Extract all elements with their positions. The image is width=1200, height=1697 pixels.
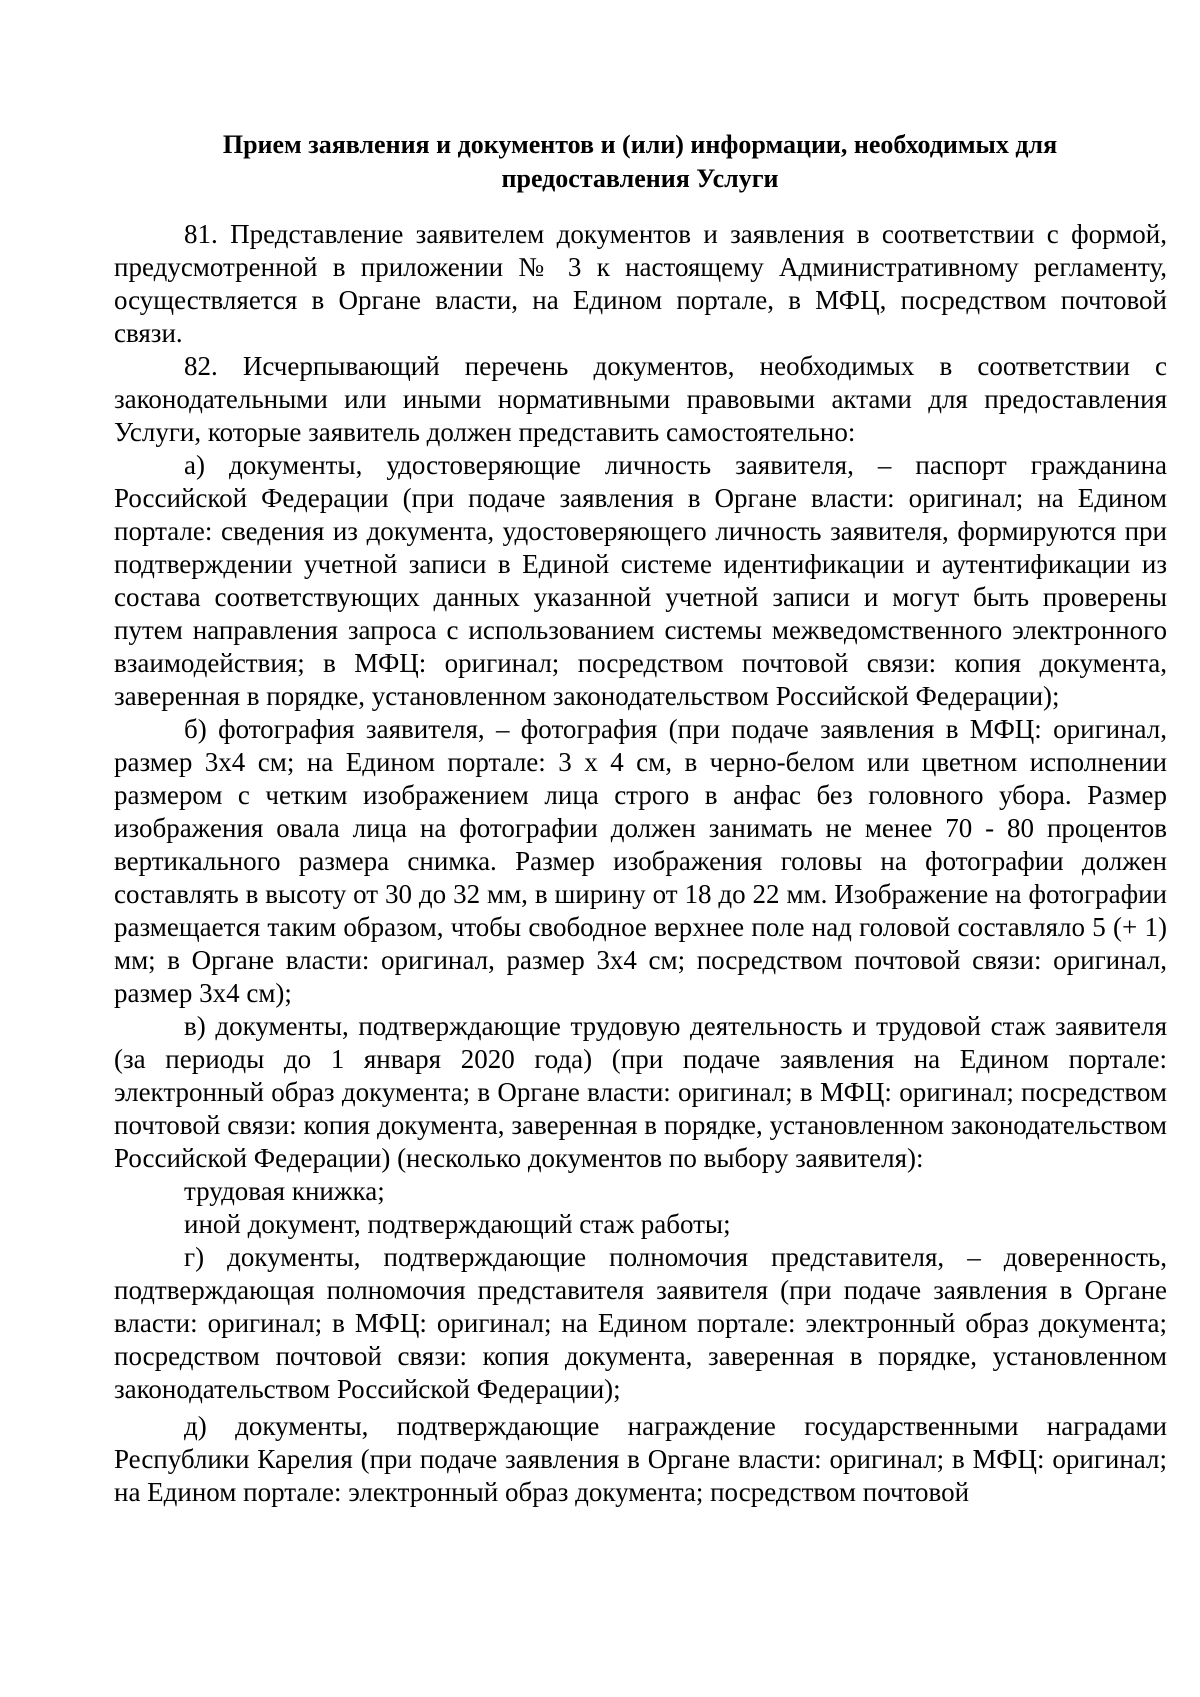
section-title [110, 128, 1170, 196]
section-title-line-1: Прием заявления и документов и (или) информации, необходимых для [222, 130, 1058, 159]
paragraph-81: 81. Представление заявителем документов и заявления в соответствии с формой, предусмотренной в приложении № 3 к настоящему Административному регламенту, осуществляется в Органе власти, на Едином портале, в МФЦ, посредством почтовой связи. [114, 219, 1167, 348]
item-v-employment-documents: в) документы, подтверждающие трудовую деятельность и трудовой стаж заявителя (за периоды до 1 января 2020 года) (при подаче заявления на Едином портале: электронный образ документа; в Органе власти: оригинал; в МФЦ: оригинал; посредством почтовой связи: копия документа, заверенная в порядке, установленном законодательством Российской Федерации) (несколько документов по выбору заявителя): [114, 1011, 1167, 1173]
item-a-identity-documents: а) документы, удостоверяющие личность заявителя, – паспорт гражданина Российской Федерации (при подаче заявления в Органе власти: оригинал; на Едином портале: сведения из документа, удостоверяющего личность заявителя, формируются при подтверждении учетной записи в Единой системе идентификации и аутентификации из состава соответствующих данных указанной учетной записи и могут быть проверены путем направления запроса с использованием системы межведомственного электронного взаимодействия; в МФЦ: оригинал; посредством почтовой связи: копия документа, заверенная в порядке, установленном законодательством Российской Федерации); [114, 450, 1167, 711]
document-body [114, 218, 1167, 1509]
paragraph-82: 82. Исчерпывающий перечень документов, необходимых в соответствии с законодательными или иными нормативными правовыми актами для предоставления Услуги, которые заявитель должен представить самостоятельно: [114, 351, 1167, 447]
subitem-other-document: иной документ, подтверждающий стаж работы; [184, 1209, 731, 1239]
subitem-work-book: трудовая книжка; [184, 1176, 385, 1206]
item-g-representative-authority: г) документы, подтверждающие полномочия представителя, – доверенность, подтверждающая полномочия представителя заявителя (при подаче заявления в Органе власти: оригинал; в МФЦ: оригинал; на Едином портале: электронный образ документа; посредством почтовой связи: копия документа, заверенная в порядке, установленном законодательством Российской Федерации); [114, 1242, 1167, 1404]
section-title-line-2: предоставления Услуги [501, 164, 779, 193]
item-d-state-awards: д) документы, подтверждающие награждение государственными наградами Республики Карелия (при подаче заявления в Органе власти: оригинал; в МФЦ: оригинал; на Едином портале: электронный образ документа; посредством почтовой [114, 1411, 1167, 1507]
item-b-photograph: б) фотография заявителя, – фотография (при подаче заявления в МФЦ: оригинал, размер 3х4 см; на Едином портале: 3 х 4 см, в черно-белом или цветном исполнении размером с четким изображением лица строго в анфас без головного убора. Размер изображения овала лица на фотографии должен занимать не менее 70 - 80 процентов вертикального размера снимка. Размер изображения головы на фотографии должен составлять в высоту от 30 до 32 мм, в ширину от 18 до 22 мм. Изображение на фотографии размещается таким образом, чтобы свободное верхнее поле над головой составляло 5 (+ 1) мм; в Органе власти: оригинал, размер 3х4 см; посредством почтовой связи: оригинал, размер 3х4 см); [114, 714, 1167, 1008]
